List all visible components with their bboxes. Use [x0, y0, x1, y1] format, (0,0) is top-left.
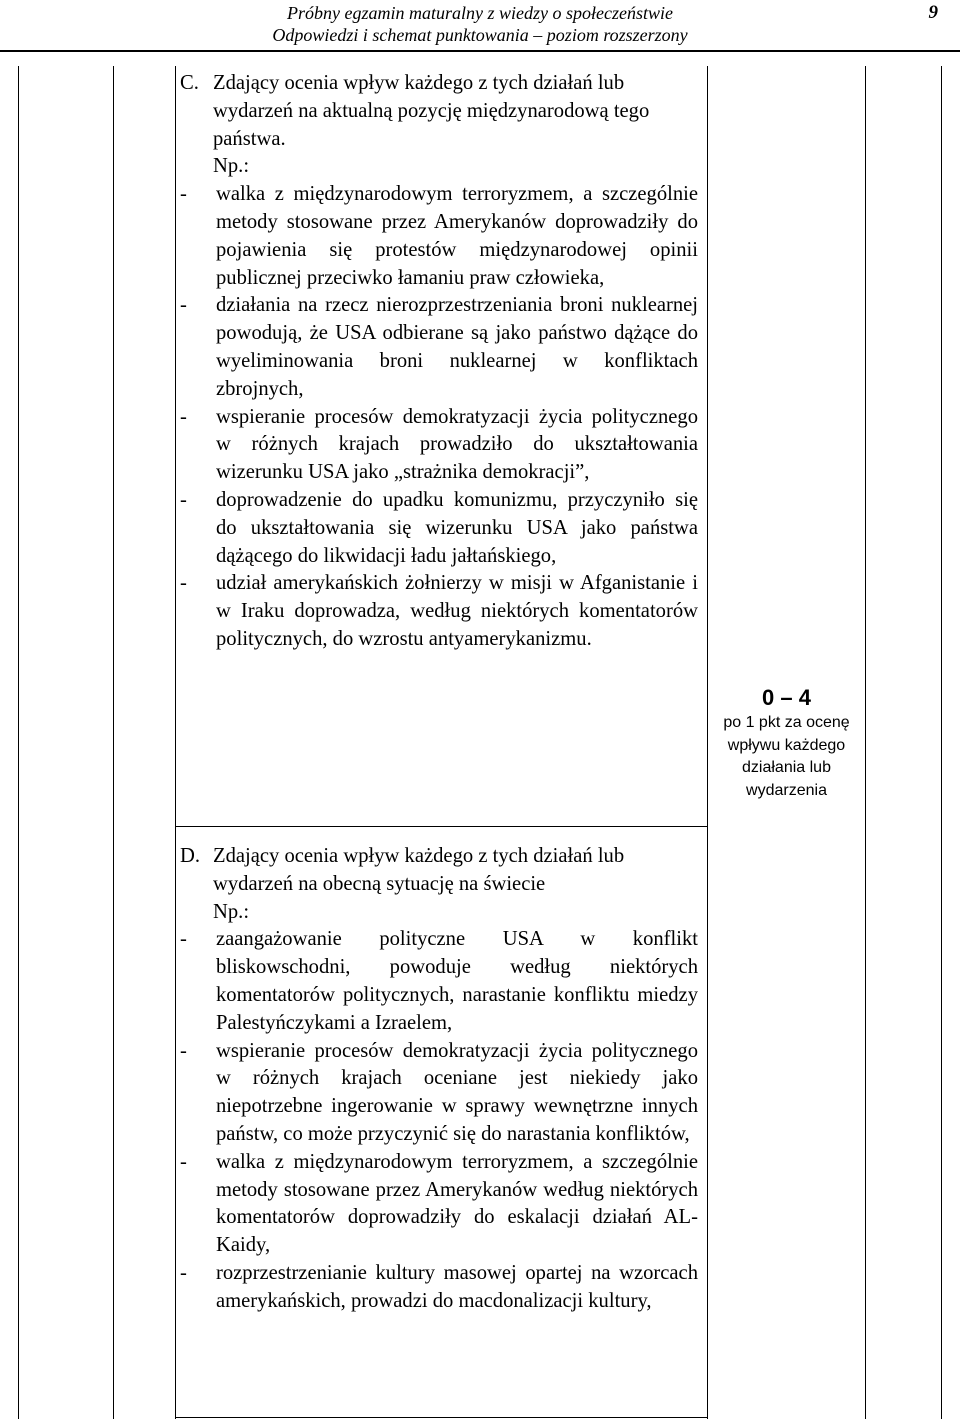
bullet-item	[180, 292, 698, 403]
bullet-text: zaangażowanie polityczne USA w konflikt bliskowschodni, powoduje według niektórych komentatorów politycznych, narastanie konfliktu miedzy Palestyńczykami a Izraelem,	[216, 928, 698, 1034]
bullet-dash: -	[180, 572, 187, 595]
bullet-item	[180, 1038, 698, 1149]
bullet-dash: -	[180, 1039, 187, 1062]
bullet-dash: -	[180, 488, 187, 511]
bullet-item	[180, 1149, 698, 1260]
bullet-text: doprowadzenie do upadku komunizmu, przyczyniło się do ukształtowania się wizerunku USA jako państwa dążącego do likwidacji ładu jałtańskiego,	[216, 488, 698, 567]
score-range: 0 – 4	[762, 685, 811, 710]
score-note-line: wydarzenia	[746, 781, 827, 799]
bullet-item	[180, 570, 698, 653]
bullet-text: wspieranie procesów demokratyzacji życia politycznego w różnych krajach oceniane jest niekiedy jako niepotrzebne ingerowanie w sprawy wewnętrzne innych państw, co może przyczynić się do narastania konfliktów,	[216, 1039, 698, 1145]
section-letter: D.	[180, 845, 201, 867]
score-note-line: wpływu każdego	[727, 736, 846, 754]
table-border-left	[18, 66, 19, 1419]
section-c	[180, 70, 698, 654]
score-note-line: po 1 pkt za ocenę	[723, 714, 850, 731]
table-column-divider-1	[113, 66, 114, 1419]
section-heading	[180, 843, 698, 899]
bullet-dash: -	[180, 294, 187, 317]
section-heading-text: Zdający ocenia wpływ każdego z tych działań lub wydarzeń na aktualną pozycję międzynarodową tego państwa.	[213, 72, 650, 150]
table-bottom-border	[175, 1417, 707, 1418]
bullet-text: walka z międzynarodowym terroryzmem, a szczególnie metody stosowane przez Amerykanów doprowadziły do pojawienia się protestów międzynarodowej opinii publicznej przeciwko łamaniu praw człowieka,	[216, 183, 698, 289]
header-title	[0, 2, 960, 46]
bullet-dash: -	[180, 928, 187, 951]
section-heading	[180, 70, 698, 153]
score-cell	[708, 684, 865, 802]
page-number: 9	[928, 2, 938, 23]
bullet-dash: -	[180, 1150, 187, 1173]
bullet-text: działania na rzecz nierozprzestrzeniania broni nuklearnej powodują, że USA odbierane są jako państwo dążące do wyeliminowania broni nuklearnej w konfliktach zbrojnych,	[216, 294, 698, 400]
score-note	[708, 712, 865, 802]
table-column-divider-4	[865, 66, 866, 1419]
table-border-right	[941, 66, 942, 1419]
bullet-dash: -	[180, 1261, 187, 1284]
header-line: Odpowiedzi i schemat punktowania – poziom rozszerzony	[272, 25, 688, 45]
score-note-line: działania lub	[742, 759, 831, 776]
bullet-item	[180, 181, 698, 292]
section-letter: C.	[180, 72, 199, 94]
bullet-text: walka z międzynarodowym terroryzmem, a szczególnie metody stosowane przez Amerykanów według niektórych komentatorów doprowadziły do eskalacji działań AL-Kaidy,	[216, 1150, 698, 1257]
section-divider	[175, 826, 707, 827]
bullet-dash: -	[180, 405, 187, 428]
bullet-text: wspieranie procesów demokratyzacji życia politycznego w różnych krajach prowadziło do ukształtowania wizerunku USA jako „strażnika demokracji”,	[216, 405, 698, 484]
bullet-item	[180, 404, 698, 487]
bullet-dash: -	[180, 183, 187, 206]
section-d	[180, 843, 698, 1316]
table-column-divider-2	[175, 66, 176, 1419]
bullet-item	[180, 926, 698, 1037]
example-label: Np.:	[213, 155, 250, 178]
header-line: Próbny egzamin maturalny z wiedzy o społeczeństwie	[287, 3, 673, 23]
header-rule	[0, 50, 960, 52]
section-heading-text: Zdający ocenia wpływ każdego z tych działań lub wydarzeń na obecną sytuację na świecie	[213, 845, 625, 895]
bullet-item	[180, 1260, 698, 1316]
bullet-text: rozprzestrzenianie kultury masowej opartej na wzorcach amerykańskich, prowadzi do macdonalizacji kultury,	[216, 1261, 698, 1312]
bullet-text: udział amerykańskich żołnierzy w misji w Afganistanie i w Iraku doprowadza, według niektórych komentatorów politycznych, do wzrostu antyamerykanizmu.	[216, 572, 698, 650]
bullet-item	[180, 487, 698, 570]
example-label: Np.:	[213, 900, 250, 923]
